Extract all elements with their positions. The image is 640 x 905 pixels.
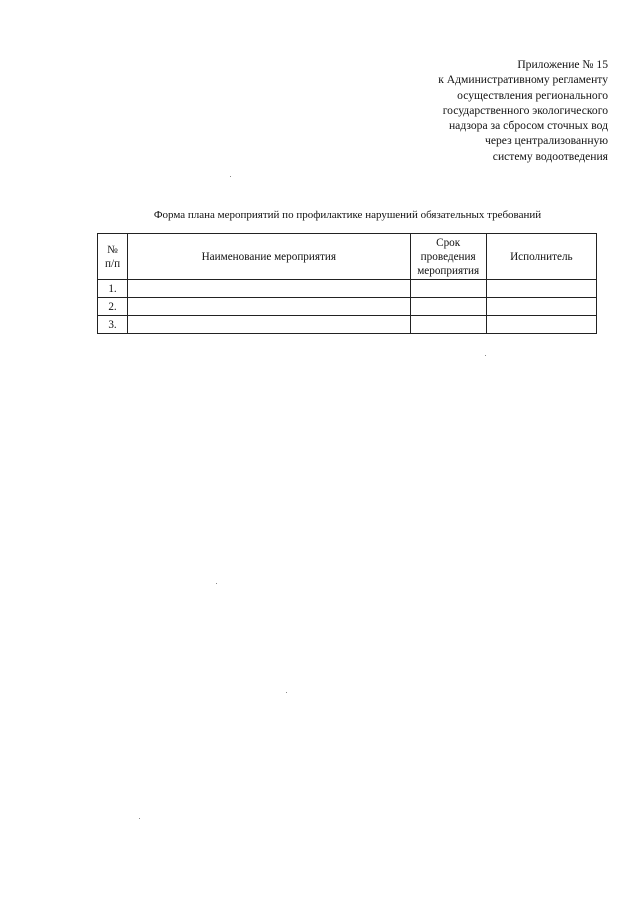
header-term-line: Срок <box>436 236 461 249</box>
table-row <box>98 298 597 316</box>
table-row <box>98 280 597 298</box>
appendix-line: через централизованную <box>485 134 608 148</box>
cell-executor <box>486 298 596 316</box>
appendix-line: государственного экологического <box>442 103 608 117</box>
cell-name <box>128 316 411 334</box>
appendix-line: осуществления регионального <box>457 88 608 102</box>
header-number-line: № <box>107 243 118 256</box>
appendix-line: к Административному регламенту <box>438 73 608 87</box>
header-number <box>98 234 128 280</box>
cell-number: 2. <box>98 298 128 316</box>
header-term <box>410 234 486 280</box>
cell-name <box>128 298 411 316</box>
scan-speck <box>286 692 287 693</box>
cell-name <box>128 280 411 298</box>
header-number-line: п/п <box>104 257 121 270</box>
appendix-line: надзора за сбросом сточных вод <box>448 119 608 133</box>
table-row <box>98 316 597 334</box>
activities-plan-table <box>97 233 597 334</box>
cell-term <box>410 280 486 298</box>
header-term-line: мероприятия <box>417 264 480 277</box>
cell-executor <box>486 280 596 298</box>
header-executor: Исполнитель <box>486 234 596 280</box>
appendix-line: Приложение № 15 <box>517 58 608 71</box>
scan-speck <box>485 355 486 356</box>
cell-term <box>410 298 486 316</box>
header-term-line: проведения <box>420 250 476 263</box>
table-header-row <box>98 234 597 280</box>
form-title: Форма плана мероприятий по профилактике нарушений обязательных требований <box>153 209 542 221</box>
cell-term <box>410 316 486 334</box>
scan-speck <box>139 818 140 819</box>
header-name: Наименование мероприятия <box>128 234 411 280</box>
cell-number: 1. <box>98 280 128 298</box>
scan-speck <box>216 583 217 584</box>
appendix-line: систему водоотведения <box>492 149 608 163</box>
cell-executor <box>486 316 596 334</box>
scan-speck <box>230 176 231 177</box>
cell-number: 3. <box>98 316 128 334</box>
appendix-header <box>348 57 608 164</box>
